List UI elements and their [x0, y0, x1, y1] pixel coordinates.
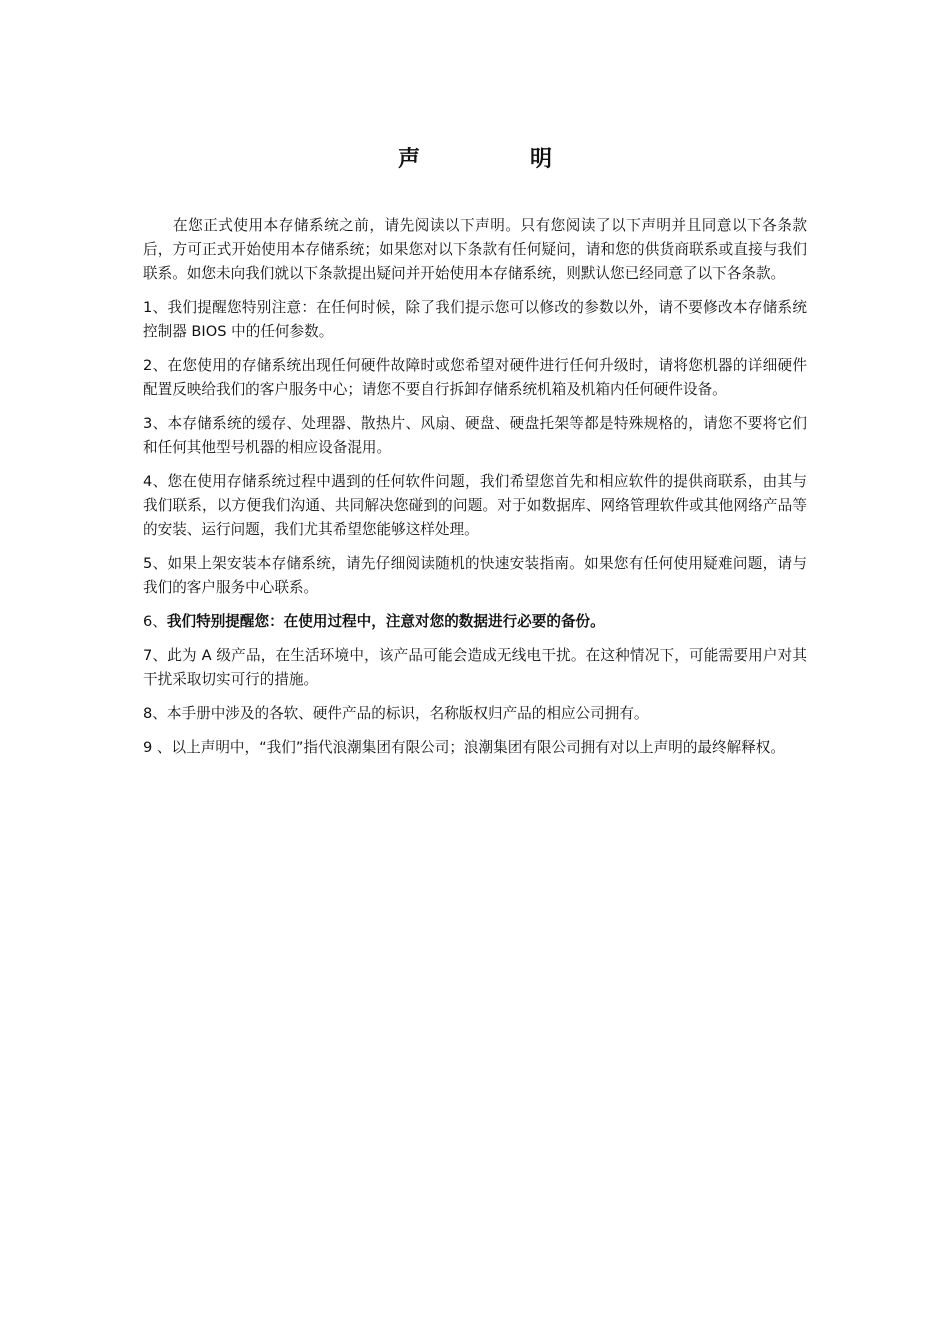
- clause-text: 我们提醒您特别注意：在任何时候，除了我们提示您可以修改的参数以外，请不要修改本存储系统控制器 BIOS 中的任何参数。: [143, 299, 807, 340]
- clause-8: [143, 702, 807, 726]
- clause-number: 6: [143, 613, 153, 630]
- clause-separator: 、: [152, 705, 167, 722]
- intro-paragraph: 在您正式使用本存储系统之前，请先阅读以下声明。只有您阅读了以下声明并且同意以下各条款后，方可正式开始使用本存储系统；如果您对以下条款有任何疑问，请和您的供货商联系或直接与我们联系。如您未向我们就以下条款提出疑问并开始使用本存储系统，则默认您已经同意了以下各条款。: [143, 217, 807, 282]
- clause-text: 本存储系统的缓存、处理器、散热片、风扇、硬盘、硬盘托架等都是特殊规格的，请您不要将它们和任何其他型号机器的相应设备混用。: [143, 415, 807, 456]
- clause-number: 8: [143, 705, 153, 722]
- clause-text: 如果上架安装本存储系统，请先仔细阅读随机的快速安装指南。如果您有任何使用疑难问题，请与我们的客户服务中心联系。: [143, 555, 807, 596]
- clause-6: [143, 610, 807, 634]
- clause-separator: 、: [152, 299, 168, 316]
- clause-text: 本手册中涉及的各软、硬件产品的标识，名称版权归产品的相应公司拥有。: [166, 705, 649, 722]
- document-body: [143, 214, 807, 770]
- clause-text: 您在使用存储系统过程中遇到的任何软件问题，我们希望您首先和相应软件的提供商联系，由其与我们联系，以方便我们沟通、共同解决您碰到的问题。对于如数据库、网络管理软件或其他网络产品等的安装、运行问题，我们尤其希望您能够这样处理。: [143, 473, 807, 538]
- clause-number: 1: [143, 299, 153, 316]
- clause-5: [143, 552, 807, 600]
- clause-4: [143, 470, 807, 542]
- clause-text: 以上声明中，“我们”指代浪潮集团有限公司；浪潮集团有限公司拥有对以上声明的最终解释权。: [171, 739, 785, 756]
- clause-separator: 、: [152, 415, 168, 432]
- clause-separator: 、: [152, 473, 168, 490]
- clause-separator: 、: [152, 357, 168, 374]
- clause-separator: 、: [152, 739, 172, 756]
- document-title: 声 明: [397, 147, 596, 172]
- clause-7: [143, 644, 807, 692]
- clause-3: [143, 412, 807, 460]
- clause-number: 9: [143, 739, 153, 756]
- clause-9: [143, 736, 807, 760]
- clause-number: 7: [143, 647, 153, 664]
- clause-text: 此为 A 级产品，在生活环境中，该产品可能会造成无线电干扰。在这种情况下，可能需要用户对其干扰采取切实可行的措施。: [143, 647, 807, 688]
- clause-number: 3: [143, 415, 153, 432]
- clause-number: 4: [143, 473, 153, 490]
- clause-separator: 、: [152, 613, 167, 630]
- clause-separator: 、: [152, 555, 168, 572]
- clause-number: 5: [143, 555, 153, 572]
- clause-text-emphasis: 我们特别提醒您：在使用过程中，注意对您的数据进行必要的备份。: [166, 613, 605, 630]
- clause-number: 2: [143, 357, 153, 374]
- clause-text: 在您使用的存储系统出现任何硬件故障时或您希望对硬件进行任何升级时，请将您机器的详细硬件配置反映给我们的客户服务中心；请您不要自行拆卸存储系统机箱及机箱内任何硬件设备。: [143, 357, 807, 398]
- clause-1: [143, 296, 807, 344]
- clause-2: [143, 354, 807, 402]
- clause-separator: 、: [152, 647, 168, 664]
